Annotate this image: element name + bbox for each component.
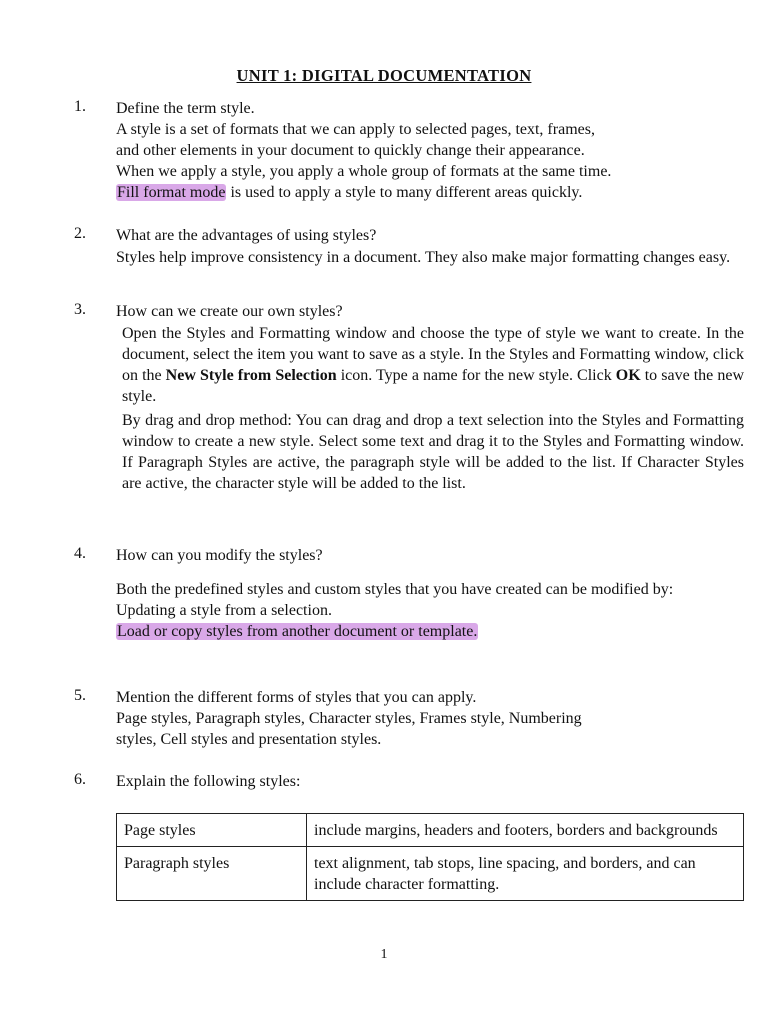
question-number: 4. xyxy=(74,545,86,562)
answer-text: Styles help improve consistency in a document. They also make major formatting changes easy. xyxy=(116,249,731,266)
question-number: 2. xyxy=(74,225,86,242)
table-cell-style-desc: include margins, headers and footers, borders and backgrounds xyxy=(307,814,744,847)
question-text: How can we create our own styles? xyxy=(116,303,343,320)
table-cell-style-name: Paragraph styles xyxy=(117,847,307,901)
bold-term: OK xyxy=(615,367,641,384)
page-title: UNIT 1: DIGITAL DOCUMENTATION xyxy=(236,66,532,85)
question-number: 5. xyxy=(74,687,86,704)
answer-paragraph: Both the predefined styles and custom styles that you have created can be modified by: xyxy=(116,581,674,598)
table-cell-style-name: Page styles xyxy=(117,814,307,847)
question-text: What are the advantages of using styles? xyxy=(116,227,377,244)
table-row xyxy=(117,847,744,901)
question-text: Mention the different forms of styles that you can apply. xyxy=(116,689,477,706)
answer-line: When we apply a style, you apply a whole group of formats at the same time. xyxy=(116,163,612,180)
question-number: 3. xyxy=(74,301,86,318)
question-text: Define the term style. xyxy=(116,100,255,117)
answer-line: A style is a set of formats that we can apply to selected pages, text, frames, xyxy=(116,121,595,138)
highlighted-text: Load or copy styles from another document or template. xyxy=(117,623,478,640)
question-text: How can you modify the styles? xyxy=(116,547,323,564)
table-cell-style-desc: text alignment, tab stops, line spacing, and borders, and can include character formatting. xyxy=(307,847,744,901)
answer-line: styles, Cell styles and presentation styles. xyxy=(116,731,382,748)
table-row xyxy=(117,814,744,847)
answer-line: and other elements in your document to quickly change their appearance. xyxy=(116,142,585,159)
highlighted-text: Fill format mode xyxy=(117,184,226,201)
page-number: 1 xyxy=(380,947,388,962)
answer-text: is used to apply a style to many different areas quickly. xyxy=(226,184,583,201)
answer-paragraph: By drag and drop method: You can drag and drop a text selection into the Styles and Formatting window to create a new style. Select some text and drag it to the Styles and Formatting window. If Paragraph Styles are active, the paragraph style will be added to the list. If Character Styles are active, the character style will be added to the list. xyxy=(122,412,744,492)
answer-line: Page styles, Paragraph styles, Character styles, Frames style, Numbering xyxy=(116,710,582,727)
bold-term: New Style from Selection xyxy=(165,367,337,384)
list-item: Updating a style from a selection. xyxy=(116,602,332,619)
question-text: Explain the following styles: xyxy=(116,773,301,790)
question-number: 1. xyxy=(74,98,86,115)
answer-paragraph: Open the Styles and Formatting window and choose the type of style we want to create. In the document, select the item you want to save as a style. In the Styles and Formatting window, click on the New Style from Selection icon. Type a name for the new style. Click OK to save the new style. xyxy=(122,325,744,405)
styles-table xyxy=(116,813,744,901)
question-number: 6. xyxy=(74,771,86,788)
